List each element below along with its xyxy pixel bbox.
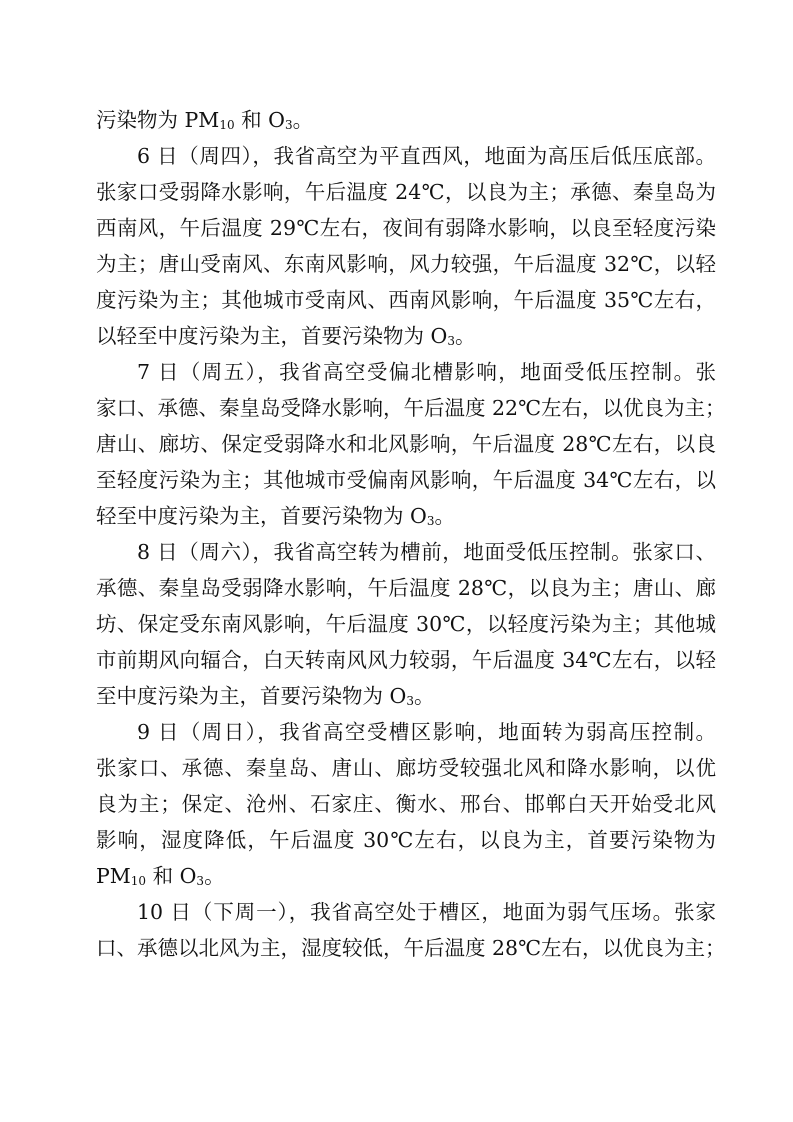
text-line: 张家口、承德、秦皇岛、唐山、廊坊受较强北风和降水影响，以优	[96, 756, 716, 780]
paragraph-day-8	[96, 534, 716, 714]
text-line: 唐山、廊坊、保定受弱降水和北风影响，午后温度 28℃左右，以良	[96, 432, 716, 456]
text-line: 口、承德以北风为主，湿度较低，午后温度 28℃左右，以优良为主；	[96, 936, 726, 960]
paragraph-day-10	[96, 894, 726, 966]
text-line: 污染物为 $PM_{10}$ 和 $O_3$。	[96, 108, 314, 132]
text-line: 9 日（周日），我省高空受槽区影响，地面转为弱高压控制。	[137, 720, 716, 744]
paragraph-day-7	[96, 354, 726, 534]
text-line: 家口、承德、秦皇岛受降水影响，午后温度 22℃左右，以优良为主；	[96, 396, 726, 420]
text-line: 10 日（下周一），我省高空处于槽区，地面为弱气压场。张家	[137, 900, 716, 924]
text-line: 6 日（周四），我省高空为平直西风，地面为高压后低压底部。	[137, 144, 716, 168]
text-line: 坊、保定受东南风影响，午后温度 30℃，以轻度污染为主；其他城	[96, 612, 716, 636]
text-line: 至中度污染为主，首要污染物为 $O_3$。	[96, 684, 435, 708]
text-line: 影响，湿度降低，午后温度 30℃左右，以良为主，首要污染物为	[96, 828, 716, 852]
document-page	[96, 102, 726, 966]
paragraph-continuation	[96, 102, 716, 138]
text-line: 西南风，午后温度 29℃左右，夜间有弱降水影响，以良至轻度污染	[96, 216, 716, 240]
text-line: 市前期风向辐合，白天转南风风力较弱，午后温度 34℃左右，以轻	[96, 648, 716, 672]
paragraph-day-9	[96, 714, 716, 894]
text-line: 轻至中度污染为主，首要污染物为 $O_3$。	[96, 504, 455, 528]
text-line: 至轻度污染为主；其他城市受偏南风影响，午后温度 34℃左右，以	[96, 468, 716, 492]
text-line: 以轻至中度污染为主，首要污染物为 $O_3$。	[96, 324, 476, 348]
text-line: 为主；唐山受南风、东南风影响，风力较强，午后温度 32℃，以轻	[96, 252, 716, 276]
text-line: $PM_{10}$ 和 $O_3$。	[96, 864, 225, 888]
text-line: 承德、秦皇岛受弱降水影响，午后温度 28℃，以良为主；唐山、廊	[96, 576, 716, 600]
text-line: 度污染为主；其他城市受南风、西南风影响，午后温度 35℃左右，	[96, 288, 716, 312]
paragraph-day-6	[96, 138, 716, 354]
text-line: 良为主；保定、沧州、石家庄、衡水、邢台、邯郸白天开始受北风	[96, 792, 716, 816]
text-line: 张家口受弱降水影响，午后温度 24℃，以良为主；承德、秦皇岛为	[96, 180, 716, 204]
text-line: 7 日（周五），我省高空受偏北槽影响，地面受低压控制。张	[137, 360, 716, 384]
text-line: 8 日（周六），我省高空转为槽前，地面受低压控制。张家口、	[137, 540, 716, 564]
